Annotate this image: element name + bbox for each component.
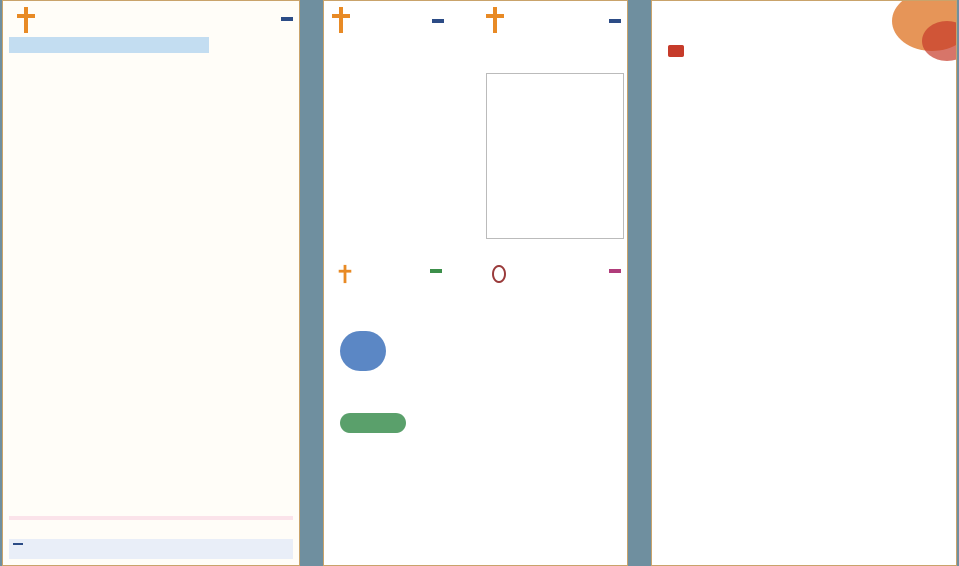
- men-time-badge: [432, 19, 444, 23]
- rosary-icon: [492, 265, 506, 283]
- sunday-banner: [9, 37, 209, 53]
- dawn-time-badge: [609, 269, 621, 273]
- cross-icon: [484, 7, 506, 33]
- sermon-panel: [651, 0, 957, 566]
- cross-icon: [337, 265, 352, 283]
- bible-icon: [668, 45, 684, 57]
- friday-time-badge: [430, 269, 442, 273]
- wed-time-badge: [609, 19, 621, 23]
- village-label: [340, 413, 406, 433]
- notice-strip: [9, 516, 293, 520]
- leaf-decoration: [922, 21, 957, 61]
- church-school-label: [340, 331, 386, 371]
- volunteer-label: [13, 543, 23, 545]
- volunteer-footer: [9, 539, 293, 559]
- cross-icon: [330, 7, 352, 33]
- cross-icon: [15, 7, 37, 33]
- union-service-box: [486, 73, 624, 239]
- sunday-service-panel: [2, 0, 300, 566]
- sunday-time-badge: [281, 17, 293, 21]
- events-panel: [323, 0, 628, 566]
